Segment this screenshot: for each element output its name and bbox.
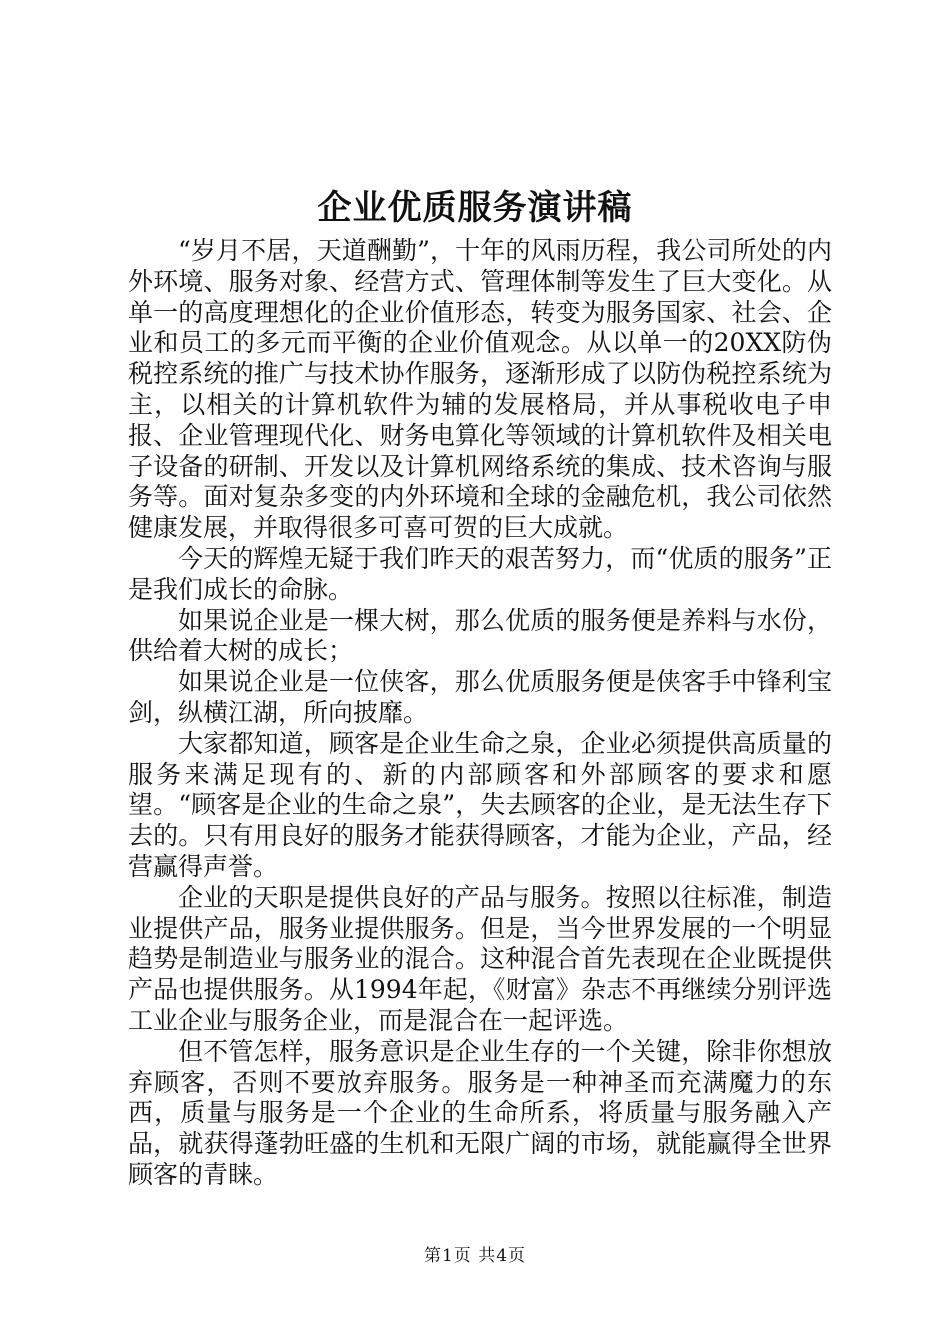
- paragraph: 如果说企业是一棵大树，那么优质的服务便是养料与水份，供给着大树的成长；: [128, 605, 832, 666]
- paragraph: 但不管怎样，服务意识是企业生存的一个关键，除非你想放弃顾客，否则不要放弃服务。服务是一种神圣而充满魔力的东西，质量与服务是一个企业的生命所系，将质量与服务融入产品，就获得蓬勃旺盛的生机和无限广阔的市场，就能赢得全世界顾客的青睐。: [128, 1036, 832, 1189]
- paragraph: “岁月不居，天道酬勤”，十年的风雨历程，我公司所处的内外环境、服务对象、经营方式、管理体制等发生了巨大变化。从单一的高度理想化的企业价值形态，转变为服务国家、社会、企业和员工的多元而平衡的企业价值观念。从以单一的20XX防伪税控系统的推广与技术协作服务，逐渐形成了以防伪税控系统为主，以相关的计算机软件为辅的发展格局，并从事税收电子申报、企业管理现代化、财务电算化等领域的计算机软件及相关电子设备的研制、开发以及计算机网络系统的集成、技术咨询与服务等。面对复杂多变的内外环境和全球的金融危机，我公司依然健康发展，并取得很多可喜可贺的巨大成就。: [128, 236, 832, 543]
- paragraph: 今天的辉煌无疑于我们昨天的艰苦努力，而“优质的服务”正是我们成长的命脉。: [128, 543, 832, 604]
- document-body: [128, 236, 832, 1191]
- document-title: 企业优质服务演讲稿: [317, 188, 633, 228]
- page-number-footer: 第1页 共4页: [423, 1246, 527, 1266]
- paragraph: 大家都知道，顾客是企业生命之泉，企业必须提供高质量的服务来满足现有的、新的内部顾客和外部顾客的要求和愿望。“顾客是企业的生命之泉”，失去顾客的企业，是无法生存下去的。只有用良好的服务才能获得顾客，才能为企业，产品，经营赢得声誉。: [128, 728, 832, 881]
- paragraph: 企业的天职是提供良好的产品与服务。按照以往标准，制造业提供产品，服务业提供服务。但是，当今世界发展的一个明显趋势是制造业与服务业的混合。这种混合首先表现在企业既提供产品也提供服务。从1994年起，《财富》杂志不再继续分别评选工业企业与服务企业，而是混合在一起评选。: [128, 882, 832, 1035]
- paragraph: 如果说企业是一位侠客，那么优质服务便是侠客手中锋利宝剑，纵横江湖，所向披靡。: [128, 667, 832, 727]
